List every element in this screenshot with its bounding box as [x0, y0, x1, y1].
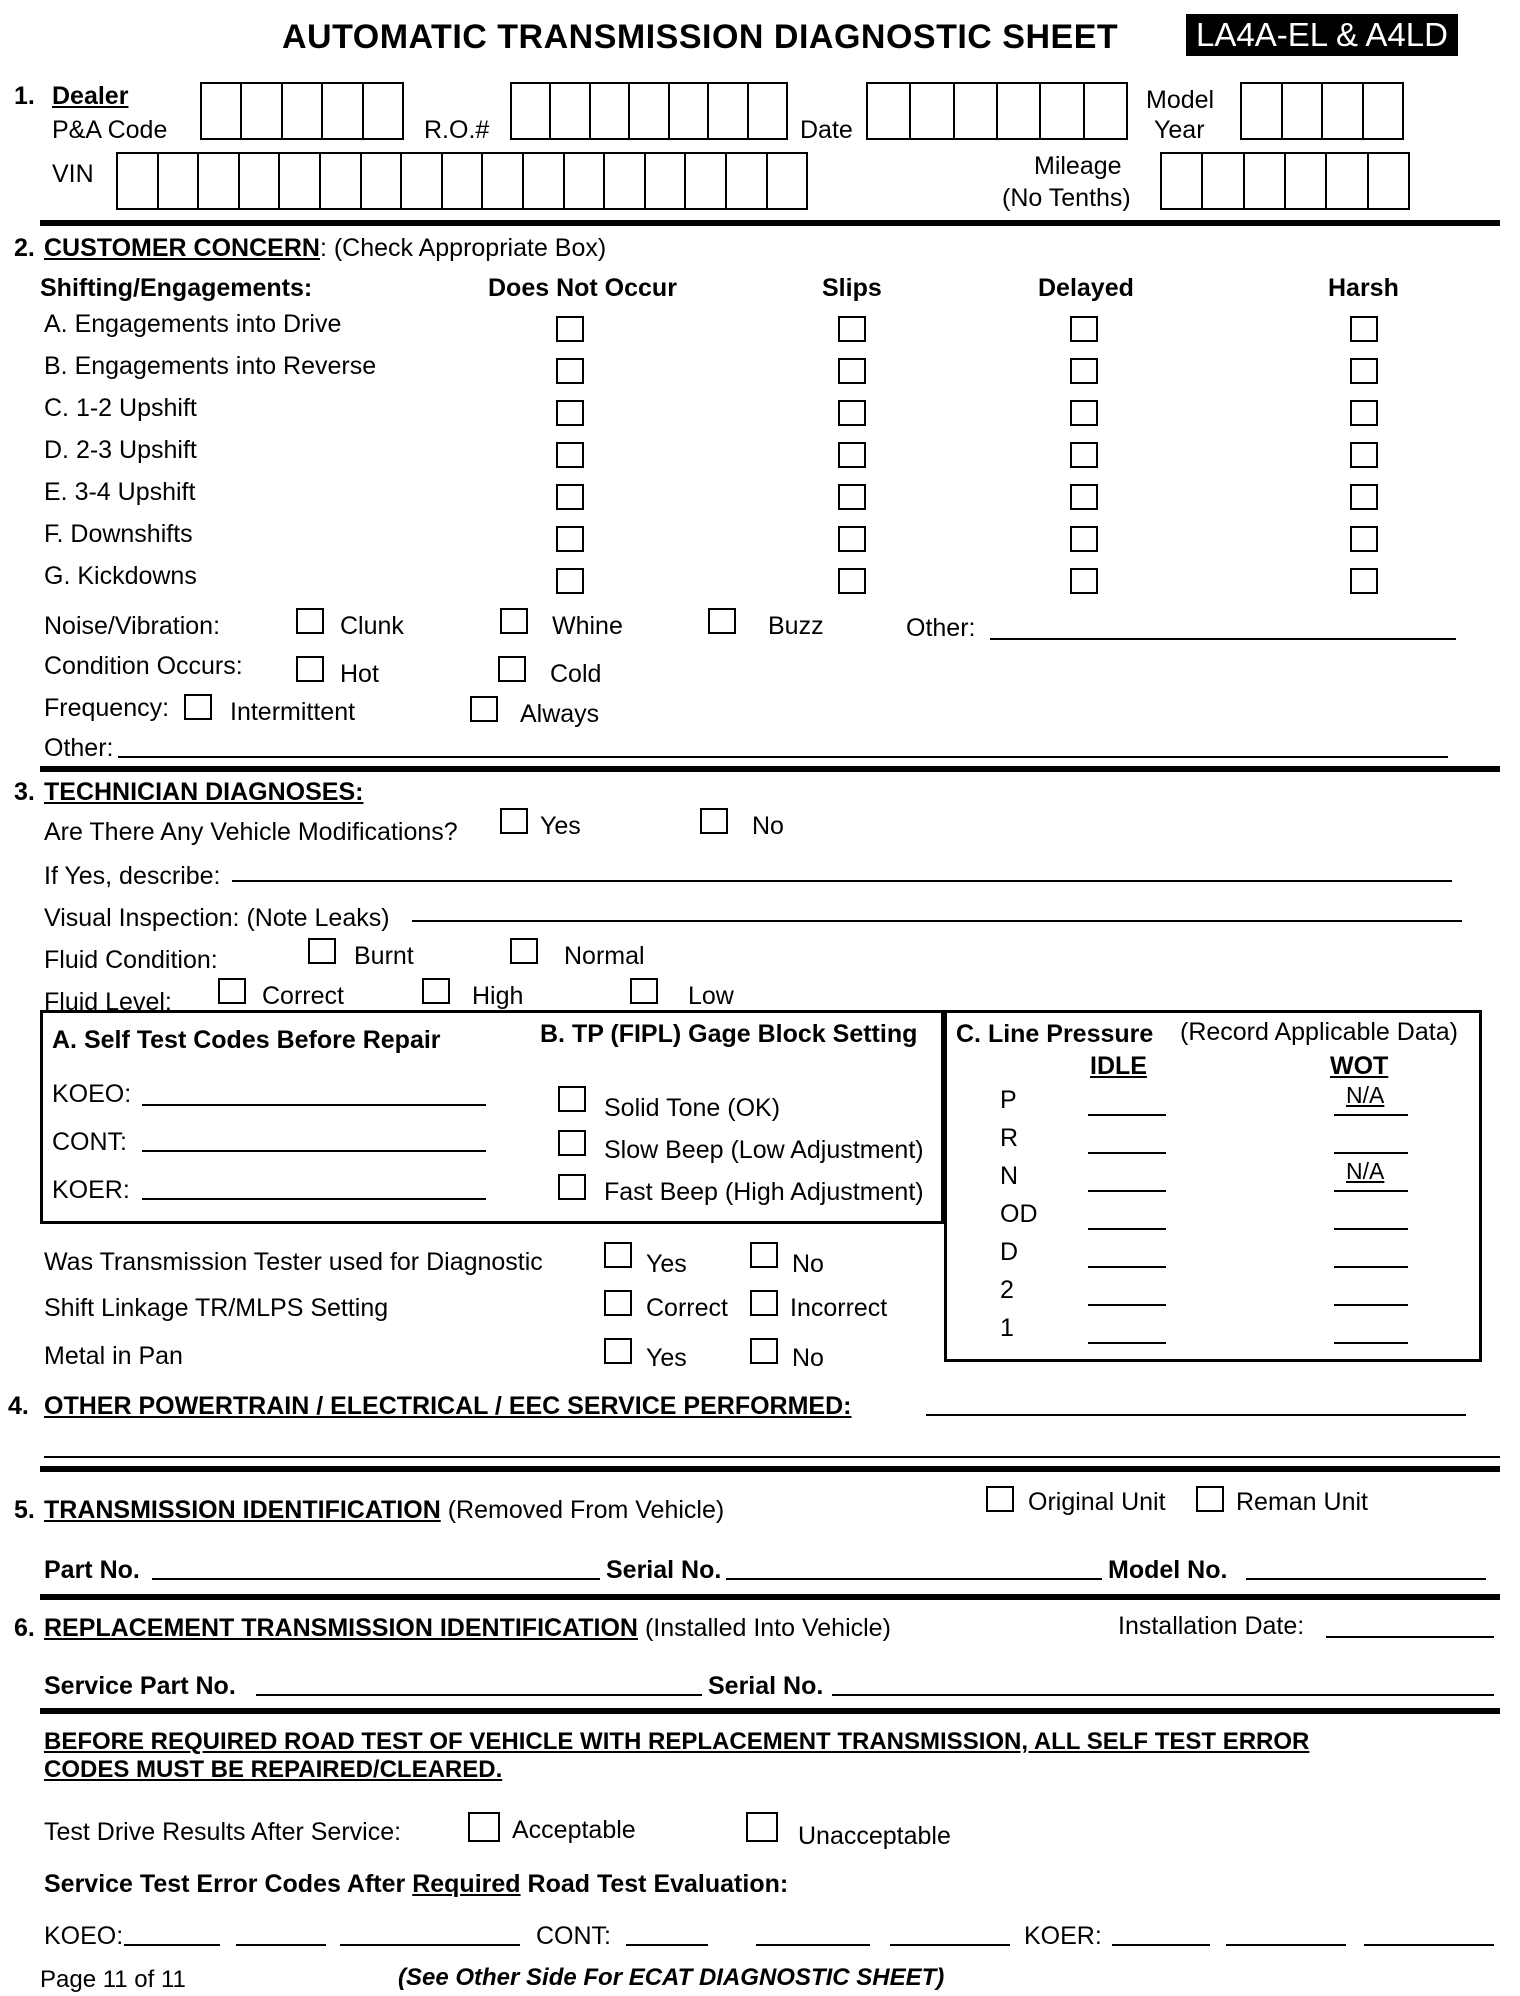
installation-date-line[interactable]	[1326, 1636, 1494, 1638]
section-5-number: 5.	[14, 1496, 35, 1524]
self-test-cont-label: CONT:	[52, 1128, 127, 1156]
noise-clunk-label: Clunk	[340, 612, 404, 640]
concern-row-label: F. Downshifts	[44, 520, 193, 548]
concern-checkbox-5-3[interactable]	[1070, 484, 1098, 510]
idle-pressure-line[interactable]	[1088, 1266, 1166, 1268]
concern-checkbox-4-3[interactable]	[1070, 442, 1098, 468]
concern-checkbox-6-3[interactable]	[1070, 526, 1098, 552]
concern-row-label: A. Engagements into Drive	[44, 310, 342, 338]
error-codes-required: Required	[412, 1870, 521, 1898]
concern-checkbox-6-2[interactable]	[838, 526, 866, 552]
concern-checkbox-6-4[interactable]	[1350, 526, 1378, 552]
fluid-correct-label: Correct	[262, 982, 344, 1010]
concern-checkbox-1-1[interactable]	[556, 316, 584, 342]
fluid-high-checkbox[interactable]	[422, 978, 450, 1004]
wot-pressure-line[interactable]	[1334, 1228, 1408, 1230]
gage-block-heading: B. TP (FIPL) Gage Block Setting	[540, 1020, 918, 1048]
self-test-koeo-label: KOEO:	[52, 1080, 132, 1108]
concern-checkbox-6-1[interactable]	[556, 526, 584, 552]
metal-no-label: No	[792, 1344, 824, 1372]
condition-cold-label: Cold	[550, 660, 602, 688]
other-label: Other:	[44, 734, 114, 762]
reman-unit-checkbox[interactable]	[1196, 1486, 1224, 1512]
noise-whine-checkbox[interactable]	[500, 608, 528, 634]
final-koeo-line-2[interactable]	[236, 1944, 326, 1946]
fluid-level-label: Fluid Level:	[44, 988, 172, 1016]
self-test-koer-line[interactable]	[142, 1198, 486, 1200]
col-harsh: Harsh	[1328, 274, 1399, 302]
frequency-always-checkbox[interactable]	[470, 696, 498, 722]
modifications-question: Are There Any Vehicle Modifications?	[44, 818, 458, 846]
warning-line-2: CODES MUST BE REPAIRED/CLEARED.	[44, 1756, 503, 1783]
gage-solid-tone-label: Solid Tone (OK)	[604, 1094, 781, 1122]
fluid-high-label: High	[472, 982, 524, 1010]
divider	[40, 766, 1500, 772]
year-label: Year	[1154, 116, 1205, 144]
metal-no-checkbox[interactable]	[750, 1338, 778, 1364]
model-label: Model	[1146, 86, 1215, 114]
visual-inspection-label: Visual Inspection: (Note Leaks)	[44, 904, 390, 932]
concern-checkbox-5-4[interactable]	[1350, 484, 1378, 510]
final-cont-line-2[interactable]	[756, 1944, 870, 1946]
fluid-burnt-label: Burnt	[354, 942, 414, 970]
fluid-low-label: Low	[688, 982, 734, 1010]
col-does-not-occur: Does Not Occur	[488, 274, 677, 302]
tester-question: Was Transmission Tester used for Diagnostic	[44, 1248, 543, 1276]
error-codes-text-1: Service Test Error Codes After	[44, 1870, 413, 1898]
concern-checkbox-4-1[interactable]	[556, 442, 584, 468]
self-test-cont-line[interactable]	[142, 1150, 486, 1152]
dealer-label: Dealer	[52, 82, 129, 110]
section-3-number: 3.	[14, 778, 35, 806]
noise-buzz-checkbox[interactable]	[708, 608, 736, 634]
part-no-label: Part No.	[44, 1556, 140, 1584]
pa-code-label: P&A Code	[52, 116, 168, 144]
final-koeo-label: KOEO:	[44, 1922, 124, 1950]
date-label: Date	[800, 116, 853, 144]
tester-no-checkbox[interactable]	[750, 1242, 778, 1268]
wot-pressure-line[interactable]	[1334, 1266, 1408, 1268]
fluid-normal-checkbox[interactable]	[510, 938, 538, 964]
final-koer-line-2[interactable]	[1226, 1944, 1346, 1946]
concern-checkbox-4-4[interactable]	[1350, 442, 1378, 468]
fluid-burnt-checkbox[interactable]	[308, 938, 336, 964]
concern-checkbox-4-2[interactable]	[838, 442, 866, 468]
wot-pressure-line[interactable]	[1334, 1342, 1408, 1344]
gear-label: R	[1000, 1124, 1019, 1152]
gear-label: OD	[1000, 1200, 1038, 1228]
metal-question: Metal in Pan	[44, 1342, 183, 1370]
self-test-koeo-line[interactable]	[142, 1104, 486, 1106]
linkage-correct-checkbox[interactable]	[604, 1290, 632, 1316]
concern-checkbox-5-2[interactable]	[838, 484, 866, 510]
idle-pressure-line[interactable]	[1088, 1228, 1166, 1230]
model-no-line[interactable]	[1246, 1578, 1486, 1580]
self-test-heading: A. Self Test Codes Before Repair	[52, 1026, 441, 1054]
condition-cold-checkbox[interactable]	[498, 656, 526, 682]
tester-no-label: No	[792, 1250, 824, 1278]
concern-checkbox-1-3[interactable]	[1070, 316, 1098, 342]
concern-checkbox-2-2[interactable]	[838, 358, 866, 384]
gear-label: D	[1000, 1238, 1019, 1266]
gage-fast-beep-checkbox[interactable]	[558, 1174, 586, 1200]
unacceptable-label: Unacceptable	[798, 1822, 951, 1850]
modifications-yes-label: Yes	[540, 812, 581, 840]
modifications-no-label: No	[752, 812, 784, 840]
self-test-koer-label: KOER:	[52, 1176, 130, 1204]
concern-checkbox-3-4[interactable]	[1350, 400, 1378, 426]
line-pressure-heading: C. Line Pressure	[956, 1020, 1154, 1048]
wot-na-value: N/A	[1346, 1158, 1385, 1184]
ro-label: R.O.#	[424, 116, 490, 144]
final-cont-line-3[interactable]	[890, 1944, 1010, 1946]
concern-checkbox-2-1[interactable]	[556, 358, 584, 384]
vin-field[interactable]	[116, 152, 808, 210]
installation-date-label: Installation Date:	[1118, 1612, 1305, 1640]
modifications-yes-checkbox[interactable]	[500, 808, 528, 834]
original-unit-checkbox[interactable]	[986, 1486, 1014, 1512]
concern-checkbox-1-4[interactable]	[1350, 316, 1378, 342]
gear-label: 2	[1000, 1276, 1014, 1304]
idle-pressure-line[interactable]	[1088, 1114, 1166, 1116]
test-drive-label: Test Drive Results After Service:	[44, 1818, 402, 1846]
concern-row-label: G. Kickdowns	[44, 562, 197, 590]
fluid-low-checkbox[interactable]	[630, 978, 658, 1004]
fluid-condition-label: Fluid Condition:	[44, 946, 218, 974]
final-koer-line-1[interactable]	[1112, 1944, 1210, 1946]
visual-inspection-line[interactable]	[412, 920, 1462, 922]
noise-other-line[interactable]	[990, 638, 1456, 640]
noise-whine-label: Whine	[552, 612, 623, 640]
line-pressure-note: (Record Applicable Data)	[1180, 1018, 1458, 1046]
noise-other-label: Other:	[906, 614, 976, 642]
section-6-number: 6.	[14, 1614, 35, 1642]
acceptable-checkbox[interactable]	[468, 1812, 500, 1842]
gear-label: 1	[1000, 1314, 1014, 1342]
condition-label: Condition Occurs:	[44, 652, 243, 680]
col-delayed: Delayed	[1038, 274, 1134, 302]
concern-checkbox-7-2[interactable]	[838, 568, 866, 594]
linkage-incorrect-checkbox[interactable]	[750, 1290, 778, 1316]
section-4-number: 4.	[8, 1392, 29, 1420]
divider	[40, 1466, 1500, 1472]
noise-label: Noise/Vibration:	[44, 612, 221, 640]
section-1-number: 1.	[14, 82, 35, 110]
idle-heading: IDLE	[1090, 1052, 1147, 1080]
warning-line-1: BEFORE REQUIRED ROAD TEST OF VEHICLE WITH REPLACEMENT TRANSMISSION, ALL SELF TEST ERROR	[44, 1728, 1310, 1755]
concern-row-label: D. 2-3 Upshift	[44, 436, 197, 464]
technician-diagnoses-heading: TECHNICIAN DIAGNOSES:	[44, 778, 364, 806]
replacement-serial-no-label: Serial No.	[708, 1672, 824, 1700]
noise-clunk-checkbox[interactable]	[296, 608, 324, 634]
final-koeo-line-1[interactable]	[124, 1944, 220, 1946]
date-field[interactable]	[866, 82, 1128, 140]
metal-yes-label: Yes	[646, 1344, 687, 1372]
service-part-no-line[interactable]	[256, 1694, 702, 1696]
wot-pressure-line[interactable]	[1334, 1190, 1408, 1192]
gear-label: P	[1000, 1086, 1017, 1114]
linkage-correct-label: Correct	[646, 1294, 728, 1322]
idle-pressure-line[interactable]	[1088, 1190, 1166, 1192]
gear-label: N	[1000, 1162, 1019, 1190]
condition-hot-checkbox[interactable]	[296, 656, 324, 682]
final-koeo-line-3[interactable]	[340, 1944, 520, 1946]
concern-row-label: C. 1-2 Upshift	[44, 394, 197, 422]
concern-row-label: B. Engagements into Reverse	[44, 352, 377, 380]
ro-field[interactable]	[510, 82, 788, 140]
condition-hot-label: Hot	[340, 660, 379, 688]
concern-checkbox-2-3[interactable]	[1070, 358, 1098, 384]
final-koer-label: KOER:	[1024, 1922, 1102, 1950]
concern-checkbox-2-4[interactable]	[1350, 358, 1378, 384]
mileage-label: Mileage	[1034, 152, 1122, 180]
idle-pressure-line[interactable]	[1088, 1342, 1166, 1344]
customer-concern-title: CUSTOMER CONCERN	[44, 234, 320, 262]
final-koer-line-3[interactable]	[1364, 1944, 1494, 1946]
replacement-id-title: REPLACEMENT TRANSMISSION IDENTIFICATION	[44, 1614, 638, 1642]
tester-yes-label: Yes	[646, 1250, 687, 1278]
replacement-id-note: (Installed Into Vehicle)	[644, 1614, 891, 1642]
modifications-no-checkbox[interactable]	[700, 808, 728, 834]
serial-no-line[interactable]	[726, 1578, 1102, 1580]
gage-solid-tone-checkbox[interactable]	[558, 1086, 586, 1112]
other-service-line-1[interactable]	[926, 1414, 1466, 1416]
if-yes-line[interactable]	[232, 880, 1452, 882]
divider	[40, 1708, 1500, 1714]
model-badge: LA4A-EL & A4LD	[1186, 14, 1458, 56]
tester-yes-checkbox[interactable]	[604, 1242, 632, 1268]
model-year-field[interactable]	[1240, 82, 1404, 140]
other-line[interactable]	[118, 756, 1448, 758]
pa-code-field[interactable]	[200, 82, 404, 140]
serial-no-label: Serial No.	[606, 1556, 722, 1584]
acceptable-label: Acceptable	[512, 1816, 636, 1844]
concern-checkbox-3-2[interactable]	[838, 400, 866, 426]
concern-checkbox-7-4[interactable]	[1350, 568, 1378, 594]
final-cont-line-1[interactable]	[626, 1944, 708, 1946]
divider	[40, 1594, 1500, 1600]
error-codes-text-2: Road Test Evaluation:	[520, 1870, 789, 1898]
frequency-intermittent-checkbox[interactable]	[184, 694, 212, 720]
transmission-id-title: TRANSMISSION IDENTIFICATION	[44, 1496, 441, 1524]
service-part-no-label: Service Part No.	[44, 1672, 236, 1700]
noise-buzz-label: Buzz	[768, 612, 824, 640]
wot-pressure-line[interactable]	[1334, 1304, 1408, 1306]
original-unit-label: Original Unit	[1028, 1488, 1166, 1516]
frequency-label: Frequency:	[44, 694, 170, 722]
wot-heading: WOT	[1330, 1052, 1389, 1080]
vin-label: VIN	[52, 160, 94, 188]
other-service-line-2[interactable]	[44, 1456, 1500, 1458]
concern-checkbox-3-1[interactable]	[556, 400, 584, 426]
replacement-serial-no-line[interactable]	[832, 1694, 1494, 1696]
fluid-normal-label: Normal	[564, 942, 645, 970]
transmission-id-note: (Removed From Vehicle)	[447, 1496, 725, 1524]
part-no-line[interactable]	[152, 1578, 600, 1580]
gage-slow-beep-label: Slow Beep (Low Adjustment)	[604, 1136, 924, 1164]
concern-checkbox-3-3[interactable]	[1070, 400, 1098, 426]
if-yes-label: If Yes, describe:	[44, 862, 221, 890]
transmission-id-heading	[44, 1496, 724, 1525]
error-codes-heading	[44, 1870, 788, 1899]
frequency-always-label: Always	[520, 700, 600, 728]
gage-fast-beep-label: Fast Beep (High Adjustment)	[604, 1178, 924, 1206]
concern-checkbox-5-1[interactable]	[556, 484, 584, 510]
replacement-id-heading	[44, 1614, 891, 1643]
gage-slow-beep-checkbox[interactable]	[558, 1130, 586, 1156]
line-pressure-box	[944, 1010, 1482, 1362]
footer-note: (See Other Side For ECAT DIAGNOSTIC SHEET)	[398, 1964, 945, 1991]
reman-unit-label: Reman Unit	[1236, 1488, 1368, 1516]
customer-concern-note: : (Check Appropriate Box)	[319, 234, 607, 262]
shifting-heading: Shifting/Engagements:	[40, 274, 313, 302]
concern-checkbox-7-1[interactable]	[556, 568, 584, 594]
idle-pressure-line[interactable]	[1088, 1152, 1166, 1154]
fluid-correct-checkbox[interactable]	[218, 978, 246, 1004]
no-tenths-label: (No Tenths)	[1002, 184, 1131, 212]
concern-row-label: E. 3-4 Upshift	[44, 478, 196, 506]
linkage-incorrect-label: Incorrect	[790, 1294, 888, 1322]
page-title: AUTOMATIC TRANSMISSION DIAGNOSTIC SHEET	[282, 18, 1119, 56]
final-cont-label: CONT:	[536, 1922, 611, 1950]
wot-na-value: N/A	[1346, 1082, 1385, 1108]
customer-concern-heading	[44, 234, 606, 263]
mileage-field[interactable]	[1160, 152, 1410, 210]
wot-pressure-line[interactable]	[1334, 1152, 1408, 1154]
wot-pressure-line[interactable]	[1334, 1114, 1408, 1116]
metal-yes-checkbox[interactable]	[604, 1338, 632, 1364]
other-service-heading: OTHER POWERTRAIN / ELECTRICAL / EEC SERVICE PERFORMED:	[44, 1392, 852, 1420]
linkage-question: Shift Linkage TR/MLPS Setting	[44, 1294, 389, 1322]
col-slips: Slips	[822, 274, 882, 302]
concern-checkbox-7-3[interactable]	[1070, 568, 1098, 594]
unacceptable-checkbox[interactable]	[746, 1812, 778, 1842]
frequency-intermittent-label: Intermittent	[230, 698, 356, 726]
section-2-number: 2.	[14, 234, 35, 262]
concern-checkbox-1-2[interactable]	[838, 316, 866, 342]
page-number: Page 11 of 11	[40, 1966, 186, 1993]
divider	[40, 220, 1500, 226]
model-no-label: Model No.	[1108, 1556, 1228, 1584]
idle-pressure-line[interactable]	[1088, 1304, 1166, 1306]
